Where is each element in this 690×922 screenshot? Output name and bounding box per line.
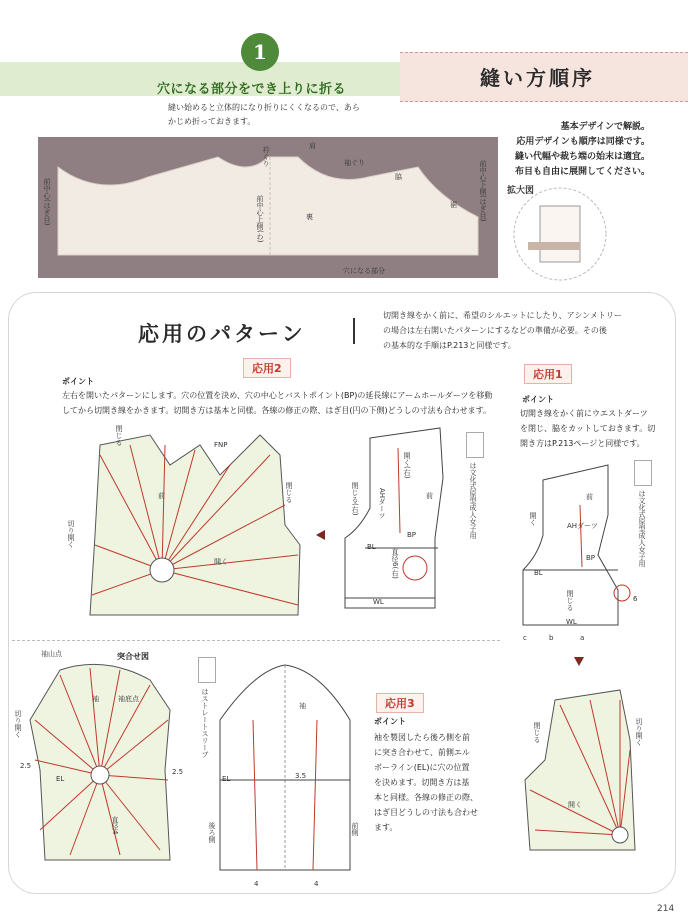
app2-text — [62, 388, 502, 418]
step-title: 穴になる部分をでき上りに折る — [157, 82, 347, 97]
app2-front: 前 — [158, 492, 165, 500]
app2-point-label: ポイント — [62, 377, 94, 386]
app2-ah-dart: AHダーツ — [378, 488, 386, 520]
app2-open-right: 開く(右) — [403, 452, 411, 479]
app3-el-b: EL — [222, 775, 231, 783]
app3-cut-open: 切り開く — [14, 710, 22, 738]
photo-label-shoulder: 肩 — [309, 142, 316, 150]
photo-label-side: 脇 — [395, 173, 402, 181]
app1-wl: WL — [566, 618, 577, 626]
note-line: 応用デザインも順序は同様です。 — [516, 137, 650, 147]
app1-a: a — [580, 634, 585, 642]
step-number-badge: 1 — [241, 33, 279, 71]
app1-front: 前 — [586, 493, 593, 501]
app3-radial-sleeve — [20, 660, 190, 875]
app2-text-line: してから切開き線をかきます。切開き方は基本と同様。各線の修正の際、はぎ目(円の下側)どうしの寸法も合わせます。 — [62, 406, 491, 415]
photo-label-hole: 穴になる部分 — [343, 267, 385, 275]
app-desc-line: の基本的な手順はP.213と同様です。 — [383, 341, 516, 350]
note-line: 布目も自由に展開してください。 — [514, 167, 650, 177]
application-description — [383, 308, 653, 353]
app3-text-line: はぎ目どうしの寸法も合わせ — [374, 808, 478, 817]
app3-dim-4a: 4 — [254, 880, 259, 888]
app-desc-line: 切開き線をかく前に、希望のシルエットにしたり、アシンメトリー — [383, 311, 622, 320]
app1-base-pattern — [518, 455, 633, 635]
photo-label-armhole: 袖ぐり — [344, 159, 365, 167]
photo-label-cf-top: 前中心上側(わ) — [256, 195, 264, 243]
app1-text — [520, 406, 670, 451]
sewing-order-note — [500, 120, 650, 180]
app1-radial-pattern — [520, 680, 645, 860]
app3-text-line: ます。 — [374, 823, 398, 832]
app2-open: 開く — [214, 558, 228, 566]
step-desc-line: かじめ折っておきます。 — [168, 117, 256, 126]
app3-text-line: を決めます。切開き方は基 — [374, 778, 470, 787]
note-line: 縫い代幅や裁ち端の始末は適宜。 — [514, 152, 650, 162]
app3-tag: 応用3 — [376, 693, 424, 713]
app1-close: 閉じる — [566, 590, 574, 611]
photo-label-hem: 裾 — [450, 201, 457, 209]
app1-tag: 応用1 — [524, 364, 572, 384]
app2-close-right-b: 閉じる(右) — [351, 482, 359, 516]
app-desc-line: の場合は左右開いたパターンにするなどの準備が必要。その後 — [383, 326, 607, 335]
step-desc-line: 縫い始めると立体的になり折りにくくなるので、あら — [168, 103, 360, 112]
app3-dim-25a: 2.5 — [20, 762, 32, 770]
zoom-label: 拡大図 — [507, 186, 535, 196]
app3-text-line: に突き合わせて、前側エル — [374, 748, 470, 757]
app1-open: 開く — [529, 512, 537, 526]
app1-ah-dart: AHダーツ — [567, 522, 598, 530]
app3-point-label: ポイント — [374, 717, 406, 726]
page-number: 214 — [657, 904, 675, 914]
app2-base-pattern — [340, 418, 450, 613]
zoom-detail-illustration — [500, 186, 612, 282]
photo-label-back: 裏 — [306, 213, 313, 221]
app3-base-sleeve — [215, 660, 360, 875]
application-title: 応用のパターン — [138, 321, 306, 346]
arrow-left-icon — [316, 530, 325, 540]
app1-text-line: 開き方はP.213ページと同様です。 — [520, 439, 645, 448]
step-description — [168, 101, 368, 129]
app3-text-line: 袖を製図したら後ろ側を前 — [374, 733, 470, 742]
app3-dim-35: 3.5 — [295, 772, 307, 780]
app3-el: EL — [56, 775, 65, 783]
photo-label-cf-left: 前中心(はぎ目) — [43, 178, 51, 226]
app2-wl: WL — [373, 598, 384, 606]
app1-bl: BL — [534, 569, 543, 577]
app2-bunka: は文化式原型成人女子用 — [469, 462, 477, 539]
app2-radial-pattern — [70, 415, 310, 630]
app3-sleeve-cap: 袖山点 — [41, 650, 62, 658]
arrow-down-icon — [574, 657, 584, 666]
legend-box-app1 — [634, 460, 652, 486]
note-line: 基本デザインで解説。 — [560, 122, 650, 132]
app2-diameter: 直径6(右) — [391, 548, 399, 579]
app3-text — [374, 730, 499, 835]
app3-dim-4b: 4 — [314, 880, 319, 888]
app3-front-side: 前側 — [351, 822, 359, 836]
app1-bunka: は文化式原型成人女子用 — [638, 490, 646, 567]
legend-box — [466, 432, 484, 458]
app2-cut-open: 切り開く — [67, 520, 75, 548]
app1-c: c — [523, 634, 527, 642]
app2-text-line: 左右を開いたパターンにします。穴の位置を決め、穴の中心とバストポイント(BP)の延長線にアームホールダーツを移動 — [62, 391, 493, 400]
app2-close-left: 閉じる — [115, 425, 123, 446]
app2-close-right: 閉じる — [285, 482, 293, 503]
app3-sleeve-bottom: 袖底点 — [118, 695, 139, 703]
app2-fnp: FNP — [214, 441, 228, 449]
app1-cut-open: 切り開く — [635, 718, 643, 746]
app3-dim-25b: 2.5 — [172, 768, 184, 776]
section-divider — [12, 640, 500, 641]
app1-six: 6 — [633, 595, 638, 603]
legend-box-app3 — [198, 657, 216, 683]
app3-match-diagram: 突合せ図 — [117, 652, 149, 661]
app1-open-b: 開く — [568, 801, 582, 809]
sewing-order-title: 縫い方順序 — [480, 66, 595, 90]
app3-text-line: 本と同様。各線の修正の際、 — [374, 793, 478, 802]
title-bar-divider — [353, 318, 355, 344]
app1-text-line: を閉じ、脇をカットしておきます。切 — [520, 424, 656, 433]
app1-point-label: ポイント — [522, 395, 554, 404]
app3-sleeve-b: 袖 — [299, 702, 306, 710]
app2-bp: BP — [407, 531, 417, 539]
app3-straight-sleeve: はストレートスリーブ — [201, 688, 209, 758]
app2-tag: 応用2 — [243, 358, 291, 378]
app1-bp: BP — [586, 554, 596, 562]
app1-b: b — [549, 634, 554, 642]
app3-sleeve: 袖 — [92, 695, 99, 703]
app2-front-b: 前 — [426, 492, 433, 500]
app2-bl: BL — [367, 543, 376, 551]
app3-diameter: 直径4 — [111, 816, 119, 835]
photo-label-neckline: 衿ぐり — [262, 146, 270, 167]
photo-label-cf-bottom: 前中心下側(はぎ目) — [479, 160, 487, 222]
app3-text-line: ボーライン(EL)に穴の位置 — [374, 763, 470, 772]
app1-text-line: 切開き線をかく前にウエストダーツ — [520, 409, 648, 418]
app3-back-side: 後ろ側 — [208, 822, 216, 843]
app1-close-b: 閉じる — [533, 722, 541, 743]
